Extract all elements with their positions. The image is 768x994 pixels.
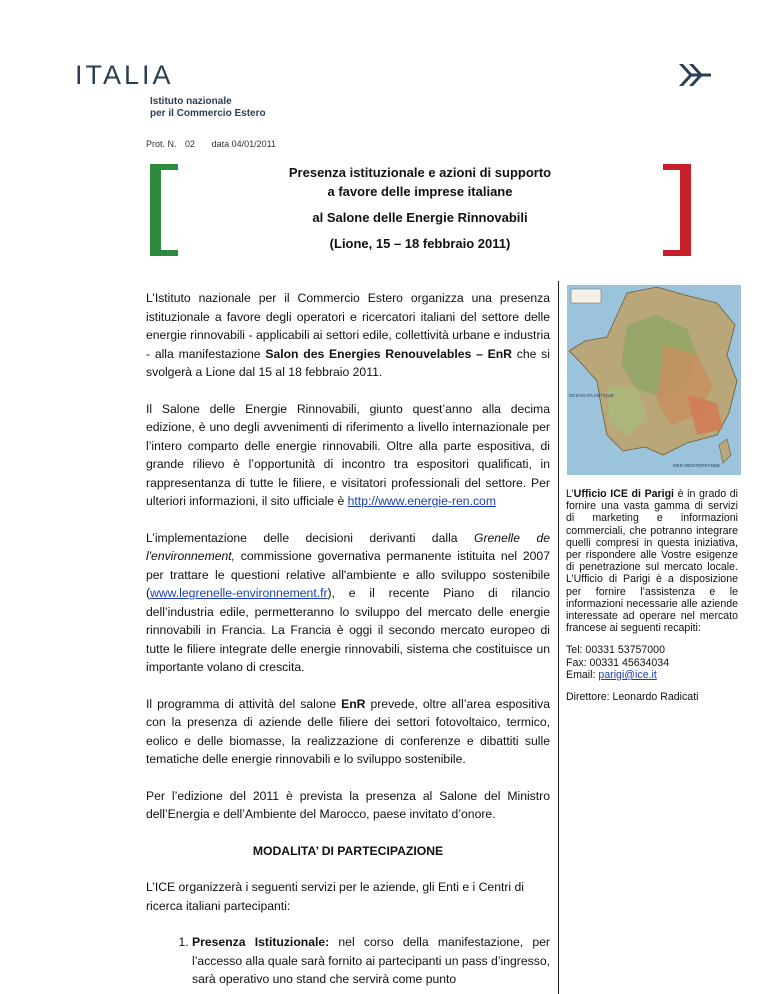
paragraph-programma: Il programma di attività del salone EnR prevede, oltre all’area espositiva con la presenza di aziende delle filiere dei settori fotovoltaico, termico, eolico e delle biomasse, la realizzazione di conferenze e dibattiti sulle tematiche delle energie rinnovabili e lo sviluppo sostenibile. <box>146 696 550 766</box>
protocol-line <box>146 139 282 149</box>
ice-logo-subtitle <box>150 96 266 120</box>
sidebar-contacts <box>566 644 738 681</box>
sidebar-email-link[interactable]: parigi@ice.it <box>598 668 657 681</box>
ice-logo-text: ITALIA <box>75 60 174 90</box>
column-divider <box>558 281 559 994</box>
title-line-1: Presenza istituzionale e azioni di supporto <box>288 165 552 180</box>
sidebar-fax: Fax: 00331 45634034 <box>566 656 670 669</box>
main-body <box>146 289 550 989</box>
prot-label: Prot. N. <box>146 139 177 149</box>
services-list <box>146 933 550 989</box>
france-map-image <box>567 285 741 475</box>
map-label-mediterranee: MER MEDITERRANEE <box>673 463 721 468</box>
section-heading-modalita: MODALITA’ DI PARTECIPAZIONE <box>252 843 444 858</box>
title-line-3: al Salone delle Energie Rinnovabili <box>312 210 528 225</box>
sidebar-director: Direttore: Leonardo Radicati <box>566 691 699 704</box>
document-title <box>200 163 640 253</box>
paragraph-servizi: L’ICE organizzerà i seguenti servizi per le aziende, gli Enti e i Centri di ricerca italiani partecipanti: <box>146 880 525 913</box>
sidebar-email-label: Email: <box>566 668 599 681</box>
prot-number: 02 <box>185 139 196 149</box>
logo-subtitle-line-1: Istituto nazionale <box>150 96 232 107</box>
paragraph-intro: L’Istituto nazionale per il Commercio Estero organizza una presenza istituzionale a favore degli operatori e ricercatori italiani del settore delle energie rinnovabili - applicabili ai settori edile, collettività urbane e industria - alla manifestazione Salon des Energies Renouvelables – EnR che si svolgerà a Lione dal 15 al 18 febbraio 2011. <box>146 291 550 379</box>
paragraph-salone: Il Salone delle Energie Rinnovabili, giunto quest’anno alla decima edizione, è uno degli avvenimenti di riferimento a livello internazionale per l’intero comparto delle energie rinnovabili. Oltre alla parte espositiva, di grande rilievo è l’opportunità di incontro tra espositori qualificati, in rappresentanza di tutte le filiere, e visitatori professionali del settore. Per ulteriori informazioni, il sito ufficiale è http://www.energie-ren.com <box>146 401 550 508</box>
list-item: 1. Presenza Istituzionale: nel corso della manifestazione, per l’accesso alla quale sarà fornito ai partecipanti un pass d’ingresso, sarà operativo uno stand che servirà come punto <box>192 933 550 989</box>
prot-date: data 04/01/2011 <box>211 139 276 149</box>
logo-subtitle-line-2: per il Commercio Estero <box>150 108 266 119</box>
right-bracket-decoration <box>661 164 691 256</box>
sidebar-tel: Tel: 00331 53757000 <box>566 644 665 657</box>
paragraph-marocco: Per l’edizione del 2011 è prevista la presenza al Salone del Ministro dell’Energia e dell’Ambiente del Marocco, paese invitato d’onore. <box>146 788 550 821</box>
map-label-ocean: OCEAN ATLANTIQUE <box>569 393 614 398</box>
title-line-2: a favore delle imprese italiane <box>327 184 513 199</box>
energie-ren-link[interactable]: http://www.energie-ren.com <box>347 494 496 508</box>
title-line-4: (Lione, 15 – 18 febbraio 2011) <box>329 236 511 251</box>
sidebar-paragraph: L’Ufficio ICE di Parigi è in grado di fornire una vasta gamma di servizi di marketing e informazioni commerciali, che potranno integrare quelli compresi in questa iniziativa, per rispondere alle Vostre esigenze di penetrazione sul mercato locale. L’Ufficio di Parigi è a disposizione per fornire l’assistenza e le informazioni necessarie alle aziende interessate ad operare nel mercato francese ai seguenti recapiti: <box>566 488 738 635</box>
sidebar-contact <box>566 488 738 713</box>
paragraph-grenelle: L’implementazione delle decisioni derivanti dalla Grenelle de l'environnement, commissione governativa permanente istituita nel 2007 per trattare le questioni relative all'ambiente e allo sviluppo sostenibile (www.legrenelle-environnement.fr), e il recente Piano di rilancio dell’industria edile, permetteranno lo sviluppo del mercato delle energie rinnovabili in Francia. La Francia è oggi il secondo mercato europeo di tutte le filiere integrate delle energie rinnovabili, sistema che costituisce un importante volano di crescita. <box>146 530 550 674</box>
left-bracket-decoration <box>150 164 180 256</box>
grenelle-link[interactable]: www.legrenelle-environnement.fr <box>150 586 328 600</box>
ice-arrow-logo-icon <box>677 60 711 90</box>
